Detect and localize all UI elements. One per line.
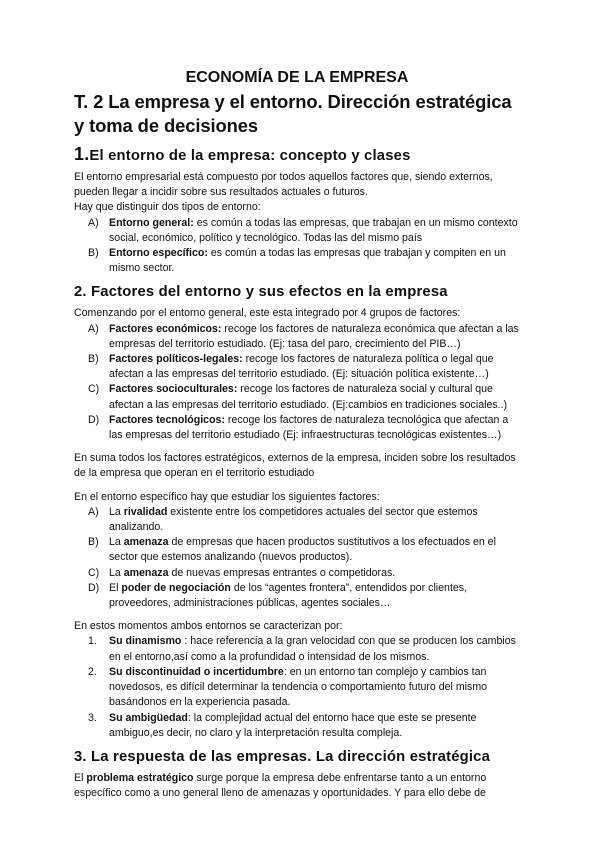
list-item [74, 665, 520, 711]
list-marker: A) [88, 216, 99, 229]
list-term: Factores tecnológicos: [109, 413, 225, 426]
list-term: Su discontinuidad o incertidumbre [109, 665, 284, 678]
list-item [74, 413, 520, 443]
list-prefix: La [109, 536, 124, 549]
section-3-body: surge porque la empresa debe enfrentarse tanto a un entorno específico como a uno general lleno de amenazas y oportunidades. Y para ello debe de [74, 771, 487, 800]
list-prefix: La [109, 566, 124, 579]
section-2-summary: En suma todos los factores estratégicos, externos de la empresa, inciden sobre los resultados de la empresa que operan en el territorio estudiado [74, 452, 516, 480]
list-marker: B) [88, 353, 99, 366]
section-1-number: 1. [74, 144, 90, 164]
list-item [74, 352, 520, 382]
list-marker: A) [88, 505, 99, 518]
list-marker: D) [88, 413, 100, 426]
list-marker: A) [88, 322, 99, 335]
list-term: Entorno específico: [109, 247, 208, 260]
list-item [74, 634, 520, 664]
list-term: poder de negociación [121, 581, 231, 594]
list-term: Factores económicos: [109, 322, 222, 335]
list-term: amenaza [123, 536, 169, 549]
list-text: recoge los factores de naturaleza política o legal que afectan a las empresas del territorio estudiado. (Ej: situación política existente…) [109, 353, 494, 381]
list-term: Factores políticos-legales: [109, 353, 243, 366]
section-1-intro: El entorno empresarial está compuesto por todos aquellos factores que, siendo externos, pueden llegar a incidir sobre sus resultados actuales o futuros. [74, 171, 493, 199]
list-marker: 3. [88, 711, 97, 724]
list-item [74, 581, 520, 611]
list-text: recoge los factores de naturaleza tecnológica que afectan a las empresas del territorio estudiado (Ej: infraestructuras tecnológicas existentes…) [109, 413, 509, 442]
list-text: recoge los factores de naturaleza económica que afectan a las empresas del territorio estudiado. (Ej: tasa del paro, crecimiento del PIB…) [109, 322, 519, 350]
list-text: es común a todas las empresas, que trabajan en un mismo contexto social, económico, político y tecnológico. Todas las del mismo país [109, 216, 518, 244]
list-text: : la complejidad actual del entorno hace que este se presente ambiguo,es decir, no claro y la interpretación resulta compleja. [109, 711, 477, 739]
list-item [74, 505, 520, 535]
section-3-title: 3. La respuesta de las empresas. La dirección estratégica [74, 748, 491, 765]
list-term: Su ambigüedad [109, 711, 188, 724]
list-text: es común a todas las empresas que trabajan y compiten en un mismo sector. [109, 247, 506, 275]
entorno-types-list [74, 216, 520, 277]
list-term: Factores socioculturales: [109, 383, 238, 396]
list-item [74, 382, 520, 412]
unit-title: T. 2 La empresa y el entorno. Dirección estratégica y toma de decisiones [74, 91, 512, 136]
characteristics-list [74, 634, 520, 740]
list-term: amenaza [123, 566, 169, 579]
specific-intro: En el entorno específico hay que estudiar los siguientes factores: [74, 490, 380, 503]
moments-intro: En estos momentos ambos entornos se caracterizan por: [74, 620, 343, 633]
list-text: de los “agentes frontera”, entendidos por clientes, proveedores, administraciones públicas, agentes sociales… [109, 581, 468, 610]
section-3-prefix: El [74, 771, 87, 784]
list-text: de nuevas empresas entrantes o competidoras. [168, 566, 396, 579]
list-marker: B) [88, 247, 99, 260]
list-marker: 1. [88, 635, 97, 648]
list-prefix: La [109, 505, 124, 518]
list-marker: B) [88, 536, 99, 549]
list-text: recoge los factores de naturaleza social y cultural que afectan a las empresas del territorio estudiado. (Ej:cambios en tradiciones sociales..) [109, 383, 508, 411]
list-text: existente entre los competidores actuales del sector que estemos analizando. [109, 505, 478, 534]
section-3-text [74, 771, 520, 801]
section-2-title: 2. Factores del entorno y sus efectos en la empresa [74, 284, 448, 301]
general-factors-list [74, 322, 520, 444]
section-2-intro: Comenzando por el entorno general, este esta integrado por 4 grupos de factores: [74, 307, 461, 320]
list-item [74, 535, 520, 565]
list-marker: 2. [88, 665, 97, 678]
list-item [74, 566, 520, 581]
section-3-term: problema estratégico [86, 771, 194, 784]
list-term: Su dinamismo [109, 635, 182, 648]
list-text: : en un entorno tan complejo y cambios tan novedosos, es difícil determinar la tendencia o comportamiento futuro del mismo basándonos en la experiencia pasada. [109, 665, 488, 709]
list-item [74, 711, 520, 741]
list-prefix: El [109, 581, 122, 594]
list-marker: C) [88, 566, 100, 579]
list-item [74, 216, 520, 246]
list-term: Entorno general: [109, 216, 194, 229]
list-marker: D) [88, 581, 100, 594]
document-title: ECONOMÍA DE LA EMPRESA [185, 69, 409, 86]
list-marker: C) [88, 383, 100, 396]
section-1-intro-2: Hay que distinguir dos tipos de entorno: [74, 201, 261, 214]
list-item [74, 246, 520, 276]
section-1-heading [74, 144, 520, 166]
list-text: : hace referencia a la gran velocidad con que se producen los cambios en el entorno,así como a la profundidad o intensidad de los mismos. [109, 635, 516, 663]
list-term: rivalidad [123, 505, 168, 518]
list-text: de empresas que hacen productos sustitutivos a los efectuados en el sector que estemos analizando (nuevos productos). [109, 536, 496, 564]
section-1-title: El entorno de la empresa: concepto y clases [89, 148, 411, 164]
list-item [74, 322, 520, 352]
specific-factors-list [74, 505, 520, 611]
